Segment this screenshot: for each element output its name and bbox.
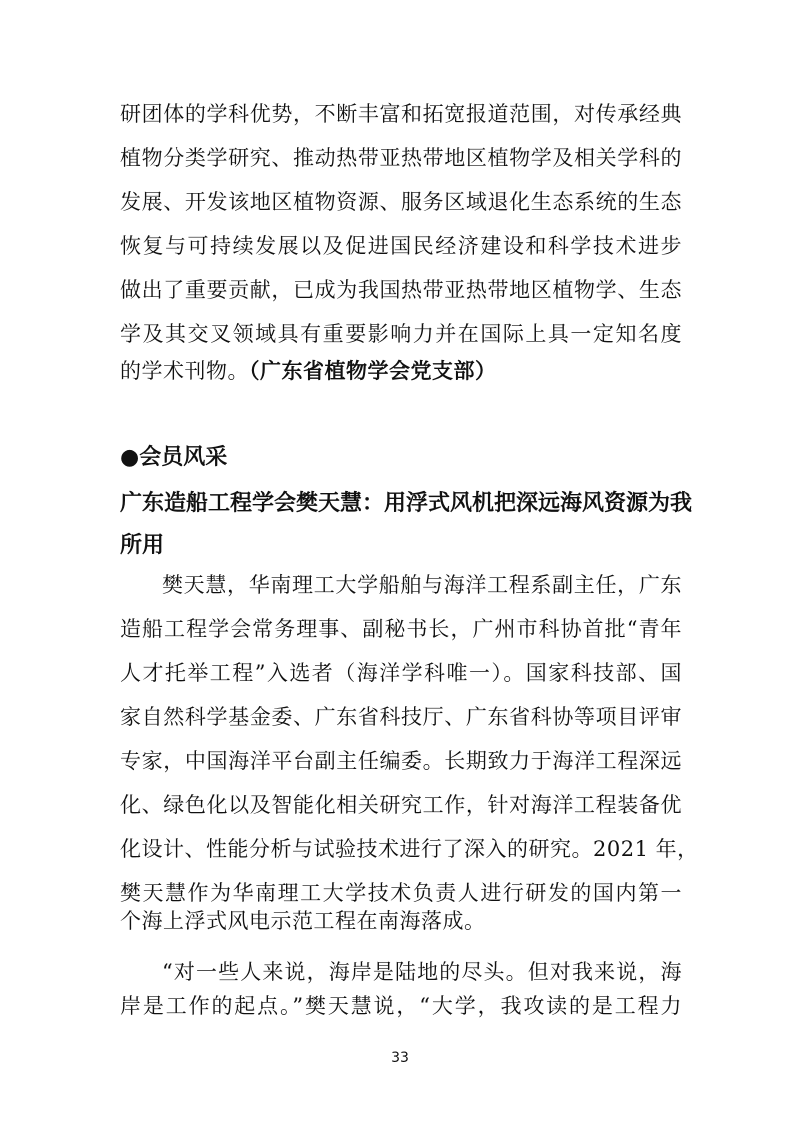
body-line: 化设计、性能分析与试验技术进行了深入的研究。2021 年， (120, 837, 699, 861)
body-line: 恢复与可持续发展以及促进国民经济建设和科学技术进步 (120, 234, 682, 258)
page-number: 33 (391, 1050, 409, 1066)
body-line: 做出了重要贡献，已成为我国热带亚热带地区植物学、生态 (120, 278, 682, 302)
body-line-last (120, 361, 682, 382)
source-attribution: （广东省植物学会党支部） (249, 359, 497, 383)
body-line: “对一些人来说，海岸是陆地的尽头。但对我来说，海 (162, 960, 682, 984)
body-line: 家自然科学基金委、广东省科技厅、广东省科协等项目评审 (120, 705, 682, 729)
body-line: 化、绿色化以及智能化相关研究工作，针对海洋工程装备优 (120, 793, 682, 817)
body-line: 专家，中国海洋平台副主任编委。长期致力于海洋工程深远 (120, 749, 682, 773)
body-line: 研团体的学科优势，不断丰富和拓宽报道范围，对传承经典 (120, 102, 682, 126)
body-text: 的学术刊物。 (120, 359, 249, 383)
body-line: 造船工程学会常务理事、副秘书长，广州市科协首批“青年 (120, 617, 682, 641)
body-line: 人才托举工程”入选者（海洋学科唯一）。国家科技部、国 (120, 661, 682, 685)
article-title-line2: 所用 (120, 533, 165, 558)
body-line: 发展、开发该地区植物资源、服务区域退化生态系统的生态 (120, 190, 682, 214)
body-line: 植物分类学研究、推动热带亚热带地区植物学及相关学科的 (120, 146, 682, 170)
section-heading: ●会员风采 (120, 445, 228, 470)
body-line: 岸是工作的起点。”樊天慧说，“大学，我攻读的是工程力 (120, 994, 682, 1018)
article-title-line1: 广东造船工程学会樊天慧：用浮式风机把深远海风资源为我 (120, 491, 693, 516)
body-line: 樊天慧作为华南理工大学技术负责人进行研发的国内第一 (120, 881, 682, 905)
body-line: 学及其交叉领域具有重要影响力并在国际上具一定知名度 (120, 322, 682, 346)
body-line: 个海上浮式风电示范工程在南海落成。 (120, 909, 486, 933)
body-line: 樊天慧，华南理工大学船舶与海洋工程系副主任，广东 (162, 573, 682, 597)
